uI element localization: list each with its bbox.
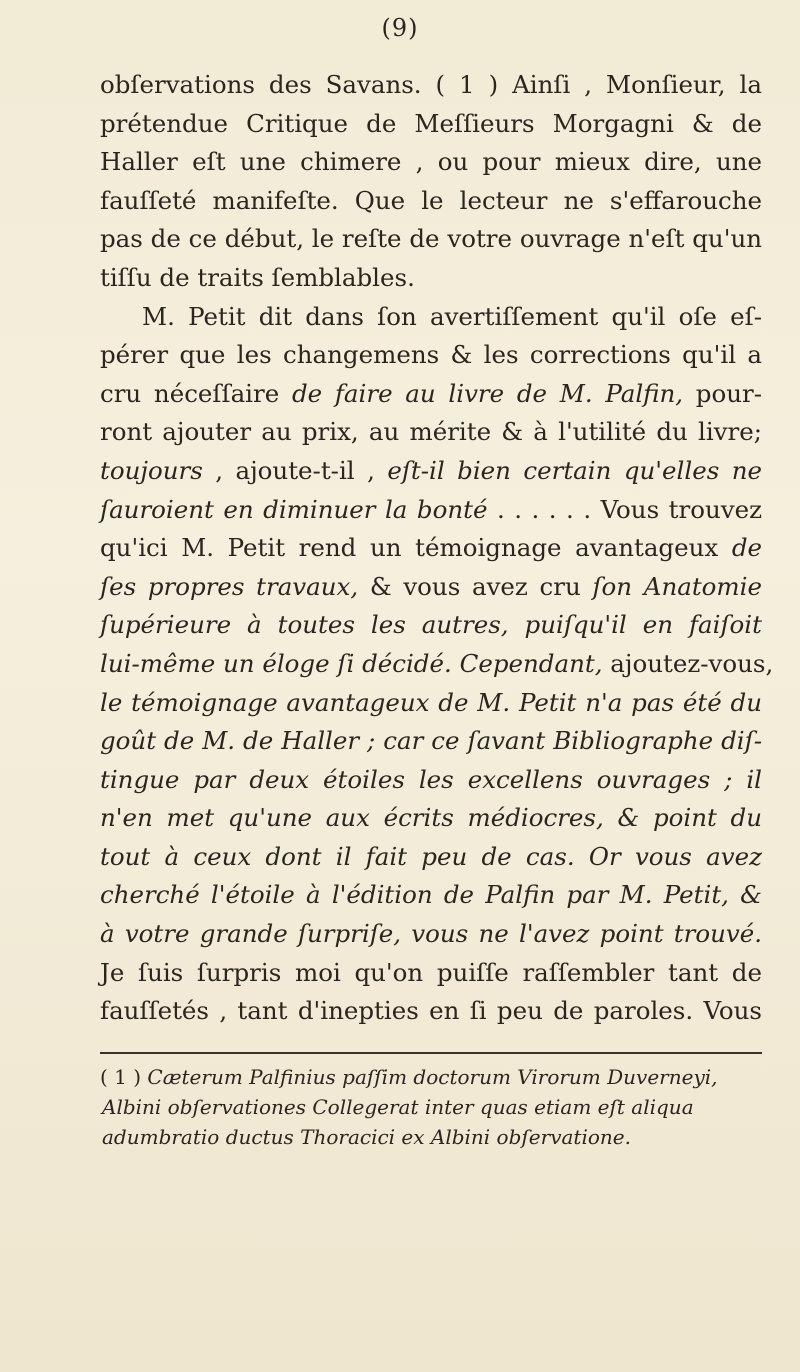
text-line: tout à ceux dont il fait peu de cas. Or vous avez: [100, 841, 762, 871]
text-line: cru néceſſaire de faire au livre de M. Palfin, pour-: [100, 378, 763, 408]
text-line: ſauroient en diminuer la bonté . . . . . . Vous trouvez: [100, 494, 762, 524]
text-line: M. Petit dit dans ſon avertiſſement qu'il oſe eſ-: [142, 301, 762, 331]
footnote-marker: ( 1 ): [100, 1065, 142, 1089]
main-text: [100, 66, 774, 1031]
text-line: lui-même un éloge ſi décidé. Cependant, ajoutez-vous,: [100, 648, 774, 678]
footnote-rule: [100, 1052, 762, 1054]
text-line: obſervations des Savans. ( 1 ) Ainſi , Monſieur, la: [100, 70, 762, 99]
text-line: cherché l'étoile à l'édition de Palfin par M. Petit, &: [100, 880, 762, 910]
text-line: fauſſetés , tant d'inepties en ſi peu de paroles. Vous: [100, 996, 762, 1026]
text-line: ront ajouter au prix, au mérite & à l'utilité du livre;: [100, 417, 762, 447]
text-line: à votre grande ſurpriſe, vous ne l'avez point trouvé.: [100, 919, 762, 949]
footnote-line-3: adumbratio ductus Thoracici ex Albini obſervatione.: [102, 1125, 631, 1149]
text-line: Haller eſt une chimere , ou pour mieux dire, une: [100, 147, 762, 177]
footnote-line-1: [100, 1062, 762, 1092]
text-line: toujours , ajoute-t-il , eſt-il bien certain qu'elles ne: [100, 455, 762, 485]
text-line: ſes propres travaux, & vous avez cru ſon Anatomie: [100, 571, 762, 601]
text-line: Je ſuis ſurpris moi qu'on puiſſe raſſembler tant de: [100, 957, 762, 987]
text-line: qu'ici M. Petit rend un témoignage avantageux de: [100, 533, 762, 563]
text-line: pérer que les changemens & les corrections qu'il a: [100, 340, 762, 370]
page-number: (9): [381, 14, 419, 42]
text-line: pas de ce début, le reſte de votre ouvrage n'eſt qu'un: [100, 224, 762, 254]
text-line: prétendue Critique de Meſſieurs Morgagni & de: [100, 108, 762, 138]
footnote: [100, 1062, 762, 1152]
text-line: ſupérieure à toutes les autres, puiſqu'il en faiſoit: [100, 610, 762, 640]
text-line: tingue par deux étoiles les excellens ouvrages ; il: [100, 764, 762, 794]
text-line: n'en met qu'une aux écrits médiocres, & point du: [100, 803, 762, 833]
footnote-text: Cæterum Palfinius paſſim doctorum Virorum Duverneyi,: [147, 1065, 718, 1089]
text-line: le témoignage avantageux de M. Petit n'a pas été du: [100, 687, 762, 717]
text-line: goût de M. de Haller ; car ce ſavant Bibliographe diſ-: [100, 726, 762, 756]
footnote-line-2: Albini obſervationes Collegerat inter quas etiam eſt aliqua: [102, 1095, 694, 1119]
text-line: tiſſu de traits ſemblables.: [100, 262, 415, 292]
text-line: fauſſeté manifeſte. Que le lecteur ne s'effarouche: [100, 185, 762, 215]
